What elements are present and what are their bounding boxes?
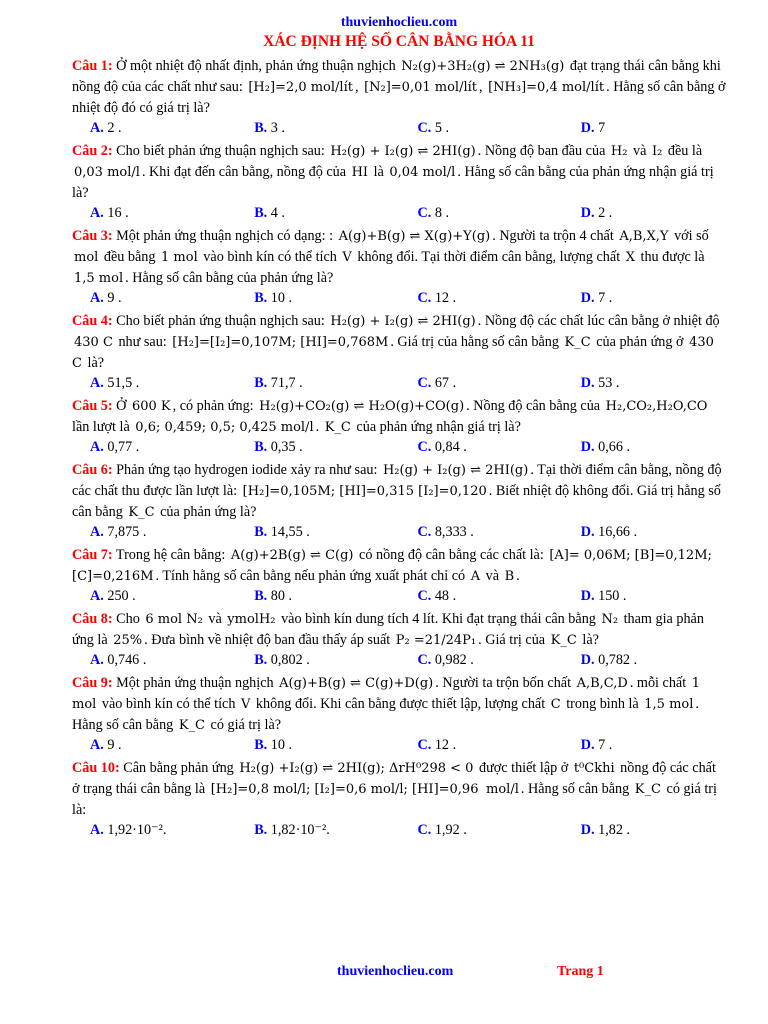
formula: H₂(g) +I₂(g) ⇌ 2HI(g); ΔrH⁰298 < 0 xyxy=(239,761,474,776)
option-value: 71,7 . xyxy=(270,375,303,391)
answer-option[interactable] xyxy=(236,736,399,754)
option-value: 67 . xyxy=(434,375,457,391)
answer-option[interactable] xyxy=(563,289,726,307)
question-block xyxy=(72,311,726,392)
option-value: 80 . xyxy=(270,588,293,604)
question-text-segment: Một phản ứng thuận nghịch xyxy=(116,675,278,691)
option-label: A. xyxy=(90,439,104,455)
formula: V xyxy=(342,250,352,265)
question-block xyxy=(72,673,726,754)
question-text-segment: . Giá trị của xyxy=(478,632,549,648)
option-value: 8,333 . xyxy=(434,524,474,540)
question-list xyxy=(72,56,726,839)
formula: K_C xyxy=(564,335,591,350)
option-label: D. xyxy=(580,439,595,455)
question-text-segment: đều là xyxy=(664,143,703,159)
question-text-segment: . Biết nhiệt độ không đổi. Giá trị hằng số cân bằng xyxy=(72,483,721,520)
option-value: 250 . xyxy=(107,588,136,604)
question-number: Câu 8: xyxy=(72,611,113,627)
question-text-segment: có giá trị là: xyxy=(72,781,717,818)
option-label: B. xyxy=(254,439,268,455)
formula: 1,5 mol xyxy=(74,271,124,286)
question-text-segment: . Nồng độ các chất lúc cân bằng ở nhiệt độ xyxy=(477,313,720,329)
question-text-segment: . Người ta trộn 4 chất xyxy=(492,228,618,244)
question-number: Câu 9: xyxy=(72,675,113,691)
answer-option[interactable] xyxy=(399,651,562,669)
question-text xyxy=(72,226,726,289)
option-label: D. xyxy=(580,588,595,604)
option-value: 9 . xyxy=(107,737,122,753)
formula: mol/l xyxy=(486,782,519,797)
question-text-segment: . mỗi chất xyxy=(629,675,690,691)
option-value: 4 . xyxy=(270,205,285,221)
question-number: Câu 10: xyxy=(72,760,120,776)
answer-option[interactable] xyxy=(236,587,399,605)
question-text-segment: Cho xyxy=(116,611,144,627)
formula: N₂(g)+3H₂(g) ⇌ 2NH₃(g) xyxy=(401,59,565,74)
question-text-segment: không đổi. Tại thời điểm cân bằng, lượng chất xyxy=(353,249,624,265)
question-text-segment: . Nồng độ cân bằng của xyxy=(466,398,604,414)
option-value: 0,782 . xyxy=(598,652,638,668)
formula: C xyxy=(550,697,561,712)
answer-option[interactable] xyxy=(236,651,399,669)
option-label: A. xyxy=(90,120,104,136)
option-label: C. xyxy=(417,737,432,753)
formula: H₂ xyxy=(610,144,628,159)
option-value: 150 . xyxy=(598,588,627,604)
answer-option[interactable] xyxy=(399,736,562,754)
answer-options xyxy=(72,204,726,222)
question-text-segment: và xyxy=(482,568,503,584)
question-text-segment: Cho biết phản ứng thuận nghịch sau: xyxy=(116,313,329,329)
question-text-segment: và xyxy=(204,611,226,627)
question-text-segment: không đổi. Khi cân bằng được thiết lập, lượng chất xyxy=(252,696,549,712)
option-label: D. xyxy=(580,290,595,306)
option-value: 48 . xyxy=(434,588,457,604)
option-value: 7 . xyxy=(598,290,613,306)
answer-option[interactable] xyxy=(563,438,726,456)
option-value: 14,55 . xyxy=(270,524,310,540)
footer-site-link[interactable]: thuvienhoclieu.com xyxy=(337,964,454,979)
formula: HI xyxy=(351,165,369,180)
answer-option[interactable] xyxy=(563,821,726,839)
answer-options xyxy=(72,651,726,669)
option-label: A. xyxy=(90,375,104,391)
option-value: 10 . xyxy=(270,290,293,306)
option-label: B. xyxy=(254,524,268,540)
answer-option[interactable] xyxy=(399,587,562,605)
question-text-segment: vào bình kín có thể tích xyxy=(199,249,341,265)
formula: [H₂]=0,8 mol/l; [I₂]=0,6 mol/l; [HI]=0,96 xyxy=(210,782,479,797)
option-value: 0,746 . xyxy=(107,652,147,668)
option-value: 53 . xyxy=(598,375,620,391)
answer-option[interactable] xyxy=(72,374,236,392)
document-title: XÁC ĐỊNH HỆ SỐ CÂN BẰNG HÓA 11 xyxy=(263,33,535,50)
question-number: Câu 4: xyxy=(72,313,113,329)
option-label: C. xyxy=(417,524,432,540)
question-block xyxy=(72,56,726,137)
question-text-segment: nồng độ các chất ở trạng thái cân bằng là xyxy=(72,760,716,797)
question-text xyxy=(72,396,726,438)
formula: 0,03 mol/l xyxy=(74,165,140,180)
question-text-segment: Cho biết phản ứng thuận nghịch sau: xyxy=(116,143,329,159)
question-text-segment: của phản ứng nhận giá trị là? xyxy=(352,419,521,435)
formula: 0,6; 0,459; 0,5; 0,425 mol/l xyxy=(135,420,314,435)
formula: H₂(g) + I₂(g) ⇌ 2HI(g) xyxy=(330,144,476,159)
question-text-segment: Phản ứng tạo hydrogen iodide xảy ra như sau: xyxy=(116,462,381,478)
formula: ymolH₂ xyxy=(227,612,276,627)
question-text-segment: thu được là xyxy=(636,249,705,265)
option-value: 7 . xyxy=(598,737,613,753)
option-value: 2 . xyxy=(598,205,613,221)
option-label: B. xyxy=(254,120,268,136)
question-text-segment: . Nồng độ ban đầu của xyxy=(477,143,609,159)
formula: t⁰Ckhi xyxy=(573,761,615,776)
option-label: C. xyxy=(417,652,432,668)
option-value: 0,84 . xyxy=(434,439,467,455)
question-text-segment: trong bình là xyxy=(562,696,643,712)
option-value: 12 . xyxy=(434,290,457,306)
option-label: D. xyxy=(580,524,595,540)
formula: 430 C xyxy=(74,335,113,350)
option-value: 16,66 . xyxy=(598,524,638,540)
answer-option[interactable] xyxy=(72,736,236,754)
formula: [NH₃]=0,4 mol/lít xyxy=(488,80,605,95)
formula: H₂(g) + I₂(g) ⇌ 2HI(g) xyxy=(330,314,476,329)
option-value: 0,66 . xyxy=(598,439,631,455)
question-block xyxy=(72,758,726,839)
question-text-segment: là? xyxy=(578,632,599,648)
question-text-segment: có nồng độ cân bằng các chất là: xyxy=(355,547,548,563)
question-text xyxy=(72,609,726,651)
answer-option[interactable] xyxy=(236,289,399,307)
question-text-segment: , xyxy=(479,79,487,95)
option-label: D. xyxy=(580,652,595,668)
question-text-segment: vào bình kín có thể tích xyxy=(98,696,239,712)
answer-option[interactable] xyxy=(563,374,726,392)
answer-options xyxy=(72,736,726,754)
question-number: Câu 5: xyxy=(72,398,113,414)
option-value: 8 . xyxy=(434,205,450,221)
formula: [H₂]=2,0 mol/lít xyxy=(248,80,353,95)
formula: 1,5 mol xyxy=(644,697,694,712)
document-page xyxy=(72,14,726,839)
formula: K_C xyxy=(128,505,155,520)
question-text-segment: tham gia phản ứng là xyxy=(72,611,704,648)
option-label: A. xyxy=(90,737,104,753)
option-label: A. xyxy=(90,822,104,838)
option-value: 5 . xyxy=(434,120,450,136)
answer-option[interactable] xyxy=(399,821,562,839)
answer-option[interactable] xyxy=(236,821,399,839)
formula: I₂ xyxy=(651,144,663,159)
page-number: Trang 1 xyxy=(557,964,604,979)
question-text xyxy=(72,545,726,587)
answer-option[interactable] xyxy=(236,204,399,222)
option-value: 3 . xyxy=(270,120,285,136)
option-label: D. xyxy=(580,205,595,221)
option-value: 7,875 . xyxy=(107,524,147,540)
option-value: 2 . xyxy=(107,120,122,136)
option-label: B. xyxy=(254,375,268,391)
formula: A(g)+B(g) ⇌ X(g)+Y(g) xyxy=(338,229,491,244)
answer-option[interactable] xyxy=(399,523,562,541)
formula: V xyxy=(240,697,251,712)
question-text-segment: đạt trạng thái cân bằng khi nồng độ của các chất như sau: xyxy=(72,58,721,95)
answer-option[interactable] xyxy=(72,204,236,222)
formula: B xyxy=(504,569,515,584)
option-label: D. xyxy=(580,737,595,753)
question-number: Câu 3: xyxy=(72,228,113,244)
formula: 600 K xyxy=(131,399,171,414)
option-label: B. xyxy=(254,822,268,838)
question-text-segment: là? xyxy=(83,355,105,371)
question-text-segment: lần lượt là xyxy=(72,419,134,435)
question-text-segment: của phản ứng ở xyxy=(592,334,688,350)
option-value: 1,82 . xyxy=(598,822,631,838)
formula: 1 mol xyxy=(72,676,700,712)
question-text-segment: Trong hệ cân bằng: xyxy=(115,547,229,563)
answer-option[interactable] xyxy=(563,651,726,669)
question-block xyxy=(72,141,726,222)
option-label: A. xyxy=(90,524,104,540)
option-label: C. xyxy=(417,375,432,391)
question-text-segment: . Tính hằng số cân bằng nếu phản ứng xuất phát chỉ có xyxy=(155,568,469,584)
answer-options xyxy=(72,587,726,605)
option-label: A. xyxy=(90,652,104,668)
formula: A(g)+2B(g) ⇌ C(g) xyxy=(230,548,354,563)
question-text-segment: . xyxy=(516,568,520,584)
option-value: 12 . xyxy=(434,737,457,753)
answer-option[interactable] xyxy=(236,438,399,456)
answer-options xyxy=(72,821,726,839)
question-text-segment: Cân bằng phản ứng xyxy=(123,760,238,776)
page-footer xyxy=(0,964,768,984)
question-block xyxy=(72,226,726,307)
option-label: B. xyxy=(254,737,268,753)
answer-option[interactable] xyxy=(72,438,236,456)
question-text xyxy=(72,758,726,821)
answer-option[interactable] xyxy=(72,119,236,137)
formula: [N₂]=0,01 mol/lít xyxy=(364,80,477,95)
answer-options xyxy=(72,374,726,392)
formula: [H₂]=[I₂]=0,107M; [HI]=0,768M xyxy=(172,335,389,350)
question-text-segment: là xyxy=(370,164,388,180)
option-label: D. xyxy=(580,120,595,136)
formula: H₂,CO₂,H₂O,CO xyxy=(605,399,708,414)
answer-option[interactable] xyxy=(72,523,236,541)
question-text-segment: Ở xyxy=(116,398,130,414)
question-block xyxy=(72,609,726,669)
question-text-segment: của phản ứng là? xyxy=(156,504,257,520)
option-label: A. xyxy=(90,290,104,306)
formula: P₂ =21/24P₁ xyxy=(395,633,477,648)
answer-options xyxy=(72,438,726,456)
formula: A,B,X,Y xyxy=(619,229,669,244)
question-text xyxy=(72,460,726,523)
option-value: 9 . xyxy=(107,290,122,306)
formula: A,B,C,D xyxy=(576,676,628,691)
option-label: C. xyxy=(417,120,432,136)
question-text-segment: được thiết lập ở xyxy=(475,760,572,776)
formula: 0,04 mol/l xyxy=(389,165,456,180)
question-number: Câu 1: xyxy=(72,58,113,74)
question-text xyxy=(72,141,726,204)
answer-options xyxy=(72,523,726,541)
question-text-segment: . Người ta trộn bốn chất xyxy=(435,675,575,691)
question-text-segment: Ở một nhiệt độ nhất định, phản ứng thuận nghịch xyxy=(116,58,400,74)
answer-option[interactable] xyxy=(72,651,236,669)
answer-options xyxy=(72,289,726,307)
question-text-segment: . Giá trị của hằng số cân bằng xyxy=(390,334,563,350)
formula: [H₂]=0,105M; [HI]=0,315 [I₂]=0,120 xyxy=(242,484,487,499)
option-label: C. xyxy=(417,439,432,455)
answer-option[interactable] xyxy=(399,204,562,222)
formula: 25% xyxy=(113,633,143,648)
question-block xyxy=(72,396,726,456)
question-block xyxy=(72,460,726,541)
formula: N₂ xyxy=(601,612,619,627)
question-text-segment: và xyxy=(629,143,650,159)
question-text-segment: . Hằng số cân bằng của phản ứng là? xyxy=(125,270,334,286)
question-text-segment: . Khi đạt đến cân bằng, nồng độ của xyxy=(141,164,350,180)
question-number: Câu 2: xyxy=(72,143,113,159)
option-label: B. xyxy=(254,205,268,221)
question-text-segment: , xyxy=(354,79,363,95)
option-label: C. xyxy=(417,290,432,306)
answer-option[interactable] xyxy=(399,438,562,456)
question-text-segment: như sau: xyxy=(114,334,171,350)
option-value: 0,802 . xyxy=(270,652,310,668)
question-number: Câu 7: xyxy=(72,547,113,563)
option-value: 7 xyxy=(598,120,606,136)
option-label: C. xyxy=(417,822,432,838)
option-label: C. xyxy=(417,205,432,221)
question-text xyxy=(72,56,726,119)
answer-options xyxy=(72,119,726,137)
option-value: 1,82·10⁻². xyxy=(270,822,330,838)
question-number: Câu 6: xyxy=(72,462,113,478)
option-label: A. xyxy=(90,588,104,604)
answer-option[interactable] xyxy=(563,736,726,754)
formula: H₂(g) + I₂(g) ⇌ 2HI(g) xyxy=(382,463,529,478)
question-text-segment: . Hằng số cân bằng của phản ứng nhận giá trị là? xyxy=(72,164,714,201)
formula: K_C xyxy=(634,782,661,797)
question-text-segment: . xyxy=(315,419,323,435)
formula: A(g)+B(g) ⇌ C(g)+D(g) xyxy=(279,676,434,691)
formula: 430 C xyxy=(72,335,714,371)
answer-option[interactable] xyxy=(72,289,236,307)
option-value: 16 . xyxy=(107,205,129,221)
formula: 6 mol N₂ xyxy=(145,612,203,627)
question-text-segment: . Đưa bình về nhiệt độ ban đầu thấy áp suất xyxy=(144,632,394,648)
answer-option[interactable] xyxy=(399,374,562,392)
answer-option[interactable] xyxy=(399,119,562,137)
option-label: A. xyxy=(90,205,104,221)
question-text xyxy=(72,673,726,736)
option-label: D. xyxy=(580,822,595,838)
option-value: 10 . xyxy=(270,737,293,753)
option-label: C. xyxy=(417,588,432,604)
answer-option[interactable] xyxy=(399,289,562,307)
question-text-segment: đều bằng xyxy=(100,249,160,265)
formula: K_C xyxy=(550,633,577,648)
option-label: B. xyxy=(254,290,268,306)
question-text-segment: với số xyxy=(670,228,709,244)
question-text-segment: Một phản ứng thuận nghịch có dạng: : xyxy=(116,228,337,244)
site-header-link[interactable]: thuvienhoclieu.com xyxy=(340,15,458,30)
formula: A xyxy=(470,569,481,584)
formula: 1 mol xyxy=(161,250,198,265)
option-value: 1,92 . xyxy=(434,822,467,838)
question-text-segment: vào bình kín dung tích 4 lít. Khi đạt trạng thái cân bằng xyxy=(277,611,600,627)
question-text-segment: . Hằng số cân bằng xyxy=(520,781,633,797)
answer-option[interactable] xyxy=(236,374,399,392)
answer-option[interactable] xyxy=(72,587,236,605)
option-value: 51,5 . xyxy=(107,375,140,391)
question-text-segment: . Hằng số cân bằng ở nhiệt độ đó có giá trị là? xyxy=(72,79,726,116)
answer-option[interactable] xyxy=(72,821,236,839)
option-label: B. xyxy=(254,652,268,668)
option-value: 0,77 . xyxy=(107,439,140,455)
question-block xyxy=(72,545,726,605)
answer-option[interactable] xyxy=(563,523,726,541)
answer-option[interactable] xyxy=(563,587,726,605)
option-value: 1,92·10⁻². xyxy=(107,822,167,838)
option-label: B. xyxy=(254,588,268,604)
question-text-segment: có giá trị là? xyxy=(206,717,282,733)
formula: mol xyxy=(74,250,99,265)
question-text-segment: . Tại thời điểm cân bằng, nồng độ các chất thu được lần lượt là: xyxy=(72,462,722,499)
question-text xyxy=(72,311,726,374)
option-label: D. xyxy=(580,375,595,391)
formula: K_C xyxy=(178,718,205,733)
formula: H₂(g)+CO₂(g) ⇌ H₂O(g)+CO(g) xyxy=(259,399,465,414)
question-text-segment: , có phản ứng: xyxy=(172,398,258,414)
formula: K_C xyxy=(324,420,351,435)
answer-option[interactable] xyxy=(236,119,399,137)
answer-option[interactable] xyxy=(563,204,726,222)
formula: [A]= 0,06M; [B]=0,12M; [C]=0,216M xyxy=(72,548,712,584)
answer-option[interactable] xyxy=(236,523,399,541)
answer-option[interactable] xyxy=(563,119,726,137)
formula: X xyxy=(625,250,635,265)
question-text-segment: . Hằng số cân bằng xyxy=(72,696,699,733)
option-value: 0,982 . xyxy=(434,652,474,668)
option-value: 0,35 . xyxy=(270,439,303,455)
